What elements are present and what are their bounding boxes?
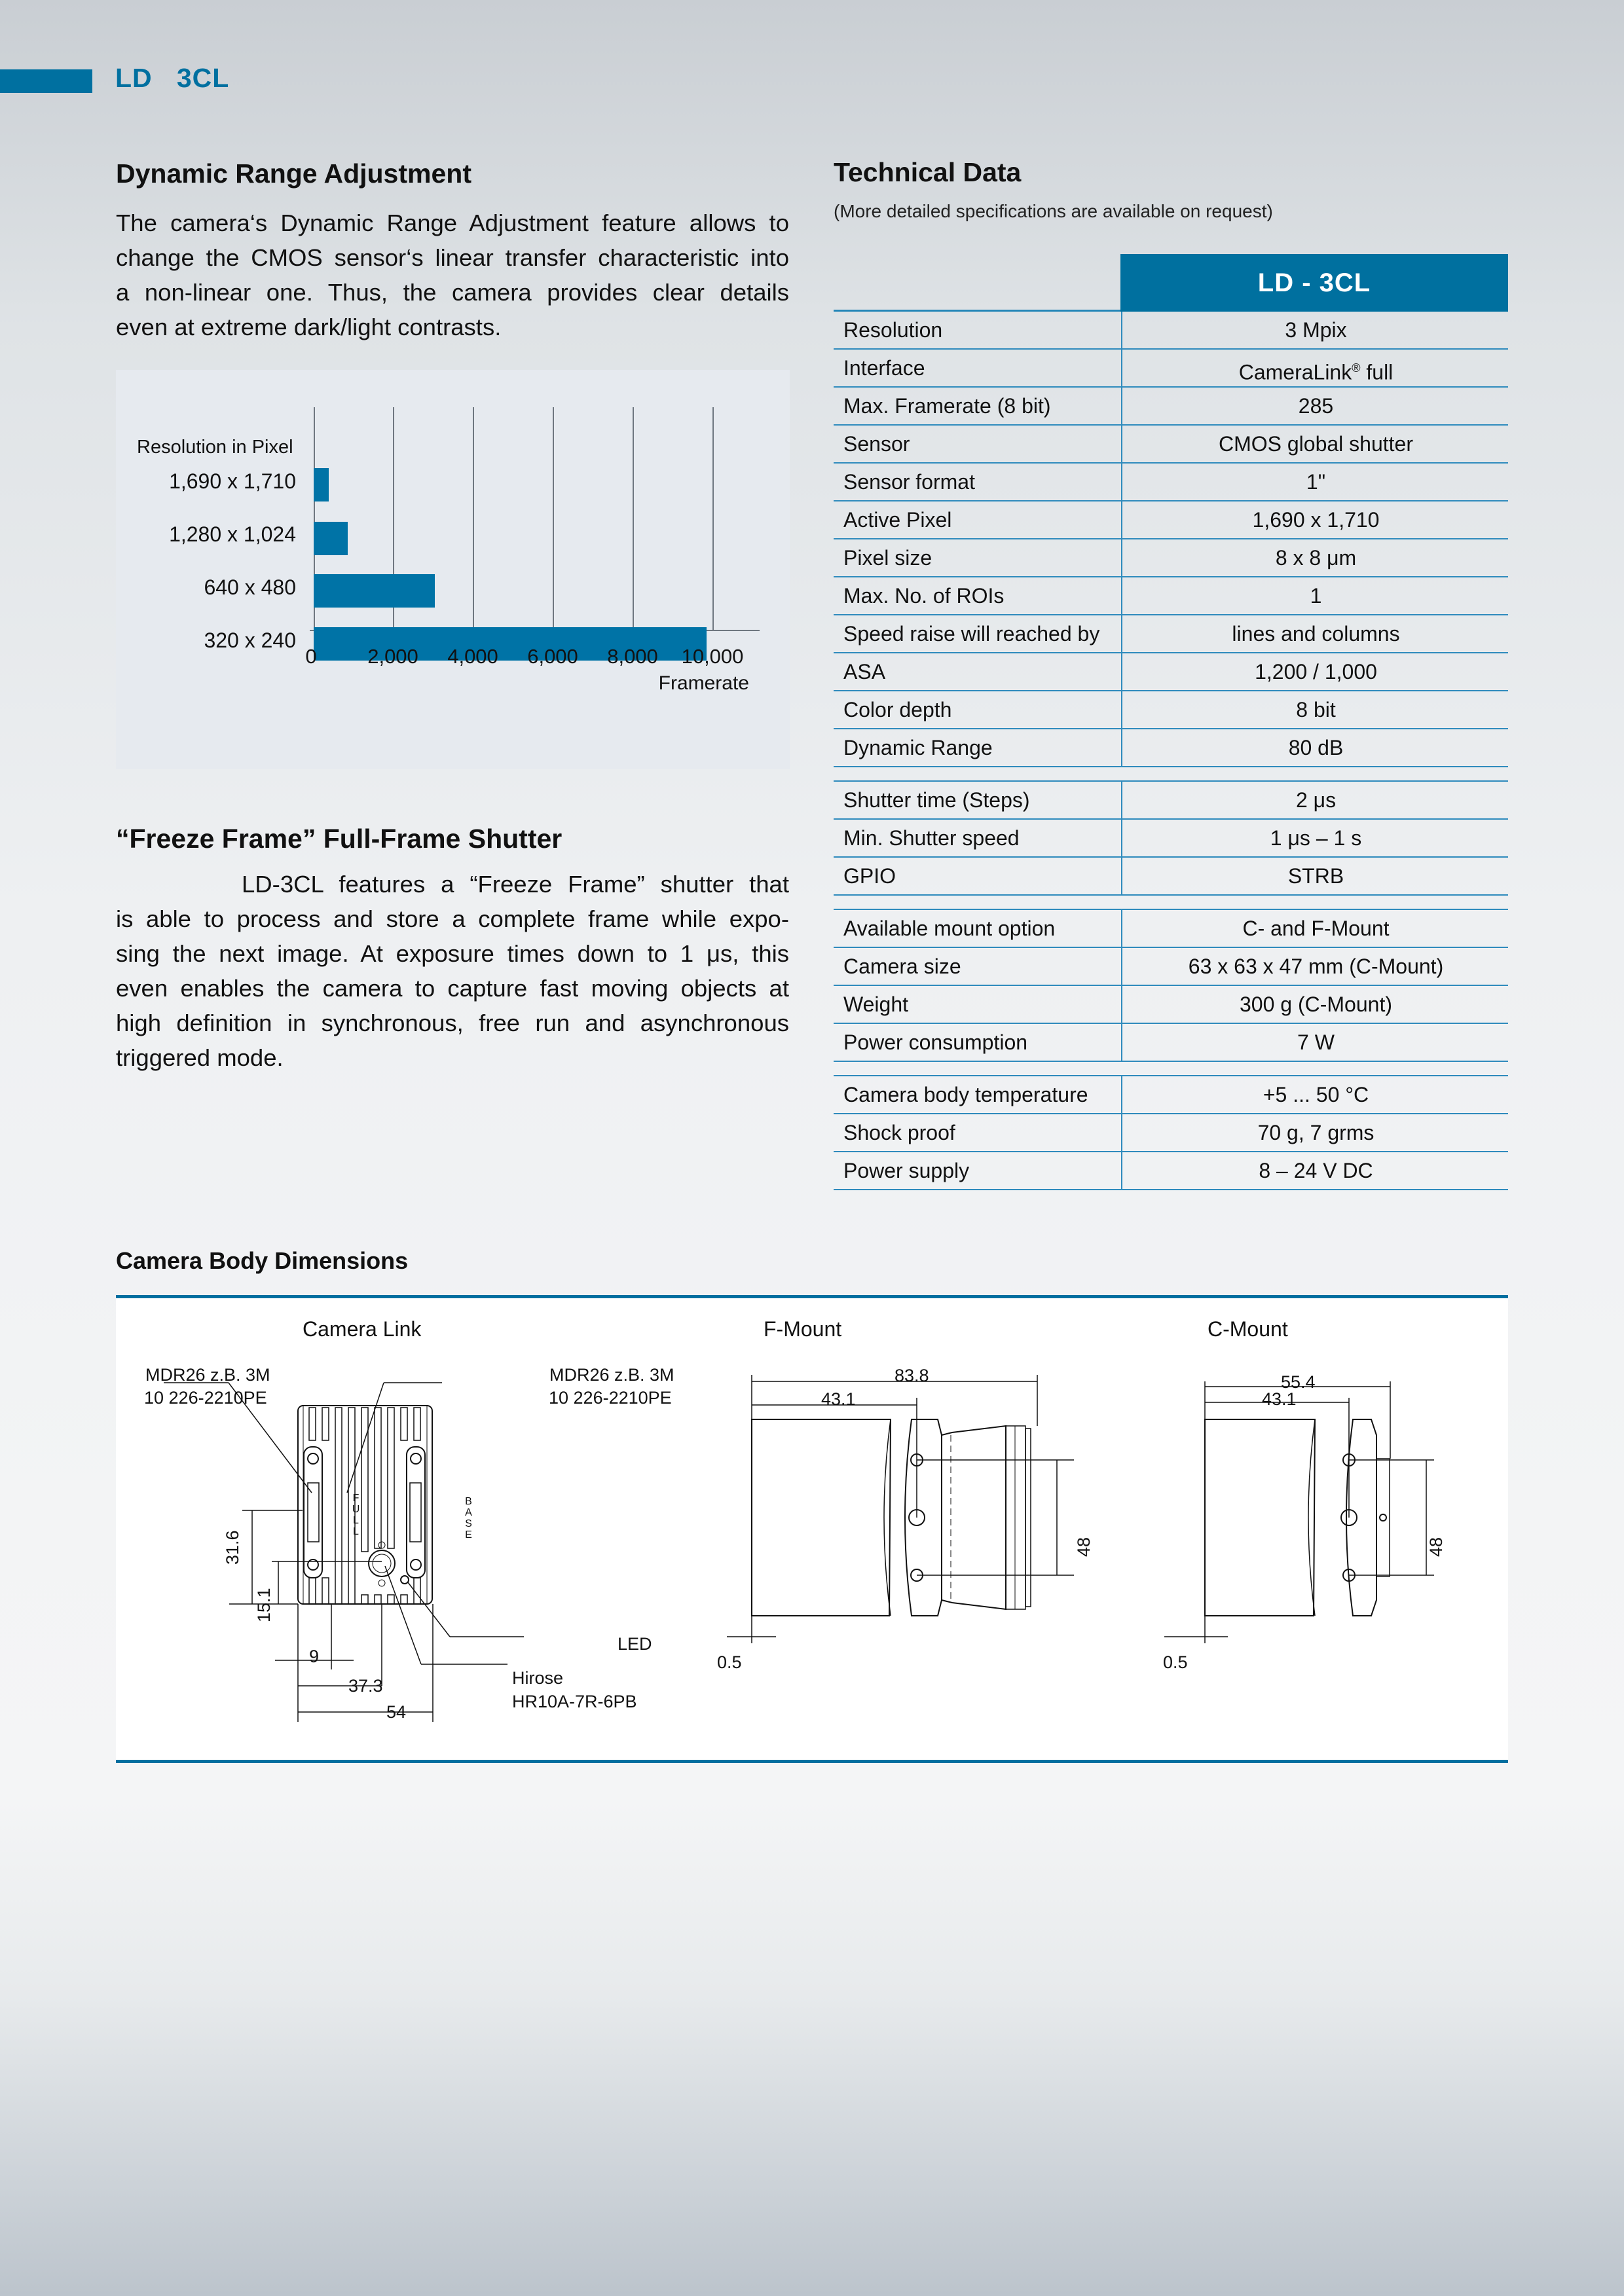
spec-row bbox=[834, 653, 1508, 691]
connector-left-part: 10 226-2210PE bbox=[144, 1388, 267, 1408]
spec-value-text: CameraLink bbox=[1238, 360, 1352, 384]
spec-label: Max. No. of ROIs bbox=[843, 584, 1005, 608]
full-port-label: FULL bbox=[350, 1493, 361, 1537]
dynamic-range-paragraph bbox=[116, 206, 789, 344]
f-mount-total-length: 83.8 bbox=[895, 1366, 929, 1385]
spec-row bbox=[834, 312, 1508, 350]
product-title: LD 3CL bbox=[115, 63, 230, 93]
model-column-header: LD - 3CL bbox=[1120, 254, 1508, 312]
spec-row bbox=[834, 782, 1508, 820]
spec-value: lines and columns bbox=[1121, 615, 1509, 652]
c-mount-drawing bbox=[1153, 1362, 1519, 1702]
dim-15-1: 15.1 bbox=[254, 1588, 274, 1622]
spec-value: 8 x 8 μm bbox=[1121, 539, 1509, 576]
spec-value: 8 – 24 V DC bbox=[1121, 1152, 1509, 1189]
spec-row bbox=[834, 986, 1508, 1024]
chart-y-axis-title: Resolution in Pixel bbox=[137, 437, 293, 458]
c-mount-offset: 0.5 bbox=[1163, 1652, 1188, 1672]
framerate-chart bbox=[116, 370, 790, 769]
spec-label: Available mount option bbox=[843, 917, 1056, 940]
spec-row bbox=[834, 350, 1508, 388]
c-mount-total-length: 55.4 bbox=[1281, 1372, 1316, 1392]
spec-label: ASA bbox=[843, 660, 886, 683]
spec-value: STRB bbox=[1121, 858, 1509, 894]
spec-row bbox=[834, 577, 1508, 615]
spec-row bbox=[834, 1076, 1508, 1114]
technical-data-heading: Technical Data bbox=[834, 157, 1022, 187]
x-tick: 10,000 bbox=[681, 645, 744, 668]
group-separator bbox=[834, 767, 1508, 782]
paragraph-line: The camera‘s Dynamic Range Adjustment feature allows to bbox=[116, 210, 789, 236]
x-tick: 8,000 bbox=[607, 645, 658, 668]
camera-link-label: Camera Link bbox=[303, 1317, 422, 1341]
spec-row bbox=[834, 910, 1508, 948]
freeze-frame-paragraph bbox=[116, 867, 789, 1075]
spec-label: Shutter time (Steps) bbox=[843, 788, 1030, 812]
gridline bbox=[553, 407, 554, 630]
spec-value: 1 μs – 1 s bbox=[1121, 820, 1509, 856]
paragraph-line: a non-linear one. Thus, the camera provides clear details bbox=[116, 279, 789, 306]
dim-9: 9 bbox=[309, 1647, 320, 1666]
bar-1280x1024 bbox=[314, 522, 348, 555]
spec-value: 70 g, 7 grms bbox=[1121, 1114, 1509, 1151]
category-label: 1,690 x 1,710 bbox=[169, 469, 296, 493]
hirose-label: Hirose bbox=[512, 1668, 564, 1688]
spec-value: 3 Mpix bbox=[1121, 312, 1509, 348]
spec-value: +5 ... 50 °C bbox=[1121, 1076, 1509, 1113]
freeze-frame-heading: “Freeze Frame” Full-Frame Shutter bbox=[116, 824, 563, 854]
c-mount-label: C-Mount bbox=[1208, 1317, 1288, 1341]
category-label: 320 x 240 bbox=[204, 629, 296, 652]
gridline bbox=[633, 407, 634, 630]
f-mount-label: F-Mount bbox=[764, 1317, 842, 1341]
spec-label: Pixel size bbox=[843, 546, 932, 570]
x-tick: 0 bbox=[305, 645, 317, 668]
spec-row bbox=[834, 1024, 1508, 1062]
paragraph-line: LD-3CL features a “Freeze Frame” shutter that bbox=[242, 871, 789, 898]
spec-row bbox=[834, 858, 1508, 896]
spec-row bbox=[834, 426, 1508, 464]
hirose-part-label: HR10A-7R-6PB bbox=[512, 1692, 637, 1711]
group-separator bbox=[834, 896, 1508, 910]
f-mount-offset: 0.5 bbox=[717, 1652, 742, 1672]
led-label: LED bbox=[618, 1634, 652, 1654]
spec-value: 8 bit bbox=[1121, 691, 1509, 728]
spec-label: Min. Shutter speed bbox=[843, 826, 1020, 850]
c-mount-height: 48 bbox=[1426, 1537, 1446, 1557]
category-label: 640 x 480 bbox=[204, 575, 296, 599]
spec-value: C- and F-Mount bbox=[1121, 910, 1509, 947]
paragraph-line: change the CMOS sensor‘s linear transfer characteristic into bbox=[116, 244, 789, 271]
group-separator bbox=[834, 1062, 1508, 1076]
base-port-label: BASE bbox=[463, 1496, 474, 1540]
spec-row bbox=[834, 820, 1508, 858]
spec-value: 300 g (C-Mount) bbox=[1121, 986, 1509, 1023]
brand-bar bbox=[0, 69, 92, 93]
spec-label: Interface bbox=[843, 356, 925, 380]
paragraph-line: high definition in synchronous, free run and asynchronous bbox=[116, 1010, 789, 1036]
paragraph-line: sing the next image. At exposure times down to 1 μs, this bbox=[116, 940, 789, 967]
connector-left-label: MDR26 z.B. 3M bbox=[145, 1365, 270, 1385]
spec-row bbox=[834, 539, 1508, 577]
spec-value: 285 bbox=[1121, 388, 1509, 424]
bar-640x480 bbox=[314, 574, 435, 608]
gridline bbox=[473, 407, 474, 630]
spec-label: GPIO bbox=[843, 864, 896, 888]
spec-label: Speed raise will reached by bbox=[843, 622, 1100, 646]
gridline bbox=[712, 407, 714, 630]
spec-row bbox=[834, 1152, 1508, 1190]
bar-1690x1710 bbox=[314, 468, 329, 501]
f-mount-body-length: 43.1 bbox=[821, 1389, 856, 1409]
x-tick: 6,000 bbox=[527, 645, 578, 668]
paragraph-line: triggered mode. bbox=[116, 1044, 284, 1071]
spec-table-header bbox=[834, 254, 1508, 312]
registered-mark: ® bbox=[1352, 361, 1361, 374]
spec-label: Resolution bbox=[843, 318, 943, 342]
spec-value: 7 W bbox=[1121, 1024, 1509, 1061]
spec-label: Power consumption bbox=[843, 1030, 1028, 1054]
spec-value: 1,200 / 1,000 bbox=[1121, 653, 1509, 690]
spec-label: Active Pixel bbox=[843, 508, 952, 532]
paragraph-line: even at extreme dark/light contrasts. bbox=[116, 314, 502, 340]
spec-value: 1" bbox=[1121, 464, 1509, 500]
spec-label: Power supply bbox=[843, 1159, 970, 1182]
spec-label: Sensor format bbox=[843, 470, 975, 494]
spec-table bbox=[834, 254, 1508, 1190]
paragraph-line: even enables the camera to capture fast moving objects at bbox=[116, 975, 789, 1002]
dynamic-range-heading: Dynamic Range Adjustment bbox=[116, 158, 471, 189]
divider bbox=[116, 1760, 1508, 1763]
paragraph-line: is able to process and store a complete frame while expo- bbox=[116, 905, 789, 932]
spec-label: Color depth bbox=[843, 698, 952, 721]
f-mount-drawing bbox=[707, 1362, 1153, 1702]
spec-groups bbox=[834, 312, 1508, 1190]
c-mount-body-length: 43.1 bbox=[1262, 1389, 1297, 1409]
spec-label: Camera body temperature bbox=[843, 1083, 1088, 1106]
spec-value-suffix: full bbox=[1360, 360, 1393, 384]
spec-value: 1 bbox=[1121, 577, 1509, 614]
spec-label: Camera size bbox=[843, 955, 961, 978]
f-mount-height: 48 bbox=[1074, 1537, 1094, 1557]
spec-label: Sensor bbox=[843, 432, 910, 456]
spec-value: 63 x 63 x 47 mm (C-Mount) bbox=[1121, 948, 1509, 985]
spec-row bbox=[834, 615, 1508, 653]
spec-row bbox=[834, 729, 1508, 767]
spec-value: 2 μs bbox=[1121, 782, 1509, 818]
spec-label: Dynamic Range bbox=[843, 736, 993, 759]
spec-label: Weight bbox=[843, 993, 909, 1016]
connector-right-label: MDR26 z.B. 3M bbox=[549, 1365, 674, 1385]
spec-row bbox=[834, 1114, 1508, 1152]
spec-label: Max. Framerate (8 bit) bbox=[843, 394, 1051, 418]
dimensions-heading: Camera Body Dimensions bbox=[116, 1247, 409, 1274]
spec-row bbox=[834, 501, 1508, 539]
spec-row bbox=[834, 388, 1508, 426]
dim-54: 54 bbox=[386, 1702, 407, 1722]
category-label: 1,280 x 1,024 bbox=[169, 522, 296, 546]
dim-37-3: 37.3 bbox=[348, 1676, 383, 1696]
spec-value: 1,690 x 1,710 bbox=[1121, 501, 1509, 538]
spec-value bbox=[1121, 350, 1509, 386]
x-tick: 4,000 bbox=[447, 645, 498, 668]
chart-x-axis-title: Framerate bbox=[658, 672, 749, 694]
spec-label: Shock proof bbox=[843, 1121, 955, 1144]
connector-right-part: 10 226-2210PE bbox=[549, 1388, 672, 1408]
x-tick: 2,000 bbox=[367, 645, 418, 668]
dim-31-6: 31.6 bbox=[223, 1530, 242, 1565]
spec-row bbox=[834, 691, 1508, 729]
spec-value: 80 dB bbox=[1121, 729, 1509, 766]
spec-value: CMOS global shutter bbox=[1121, 426, 1509, 462]
technical-data-subtitle: (More detailed specifications are available on request) bbox=[834, 201, 1273, 221]
spec-row bbox=[834, 464, 1508, 501]
spec-row bbox=[834, 948, 1508, 986]
